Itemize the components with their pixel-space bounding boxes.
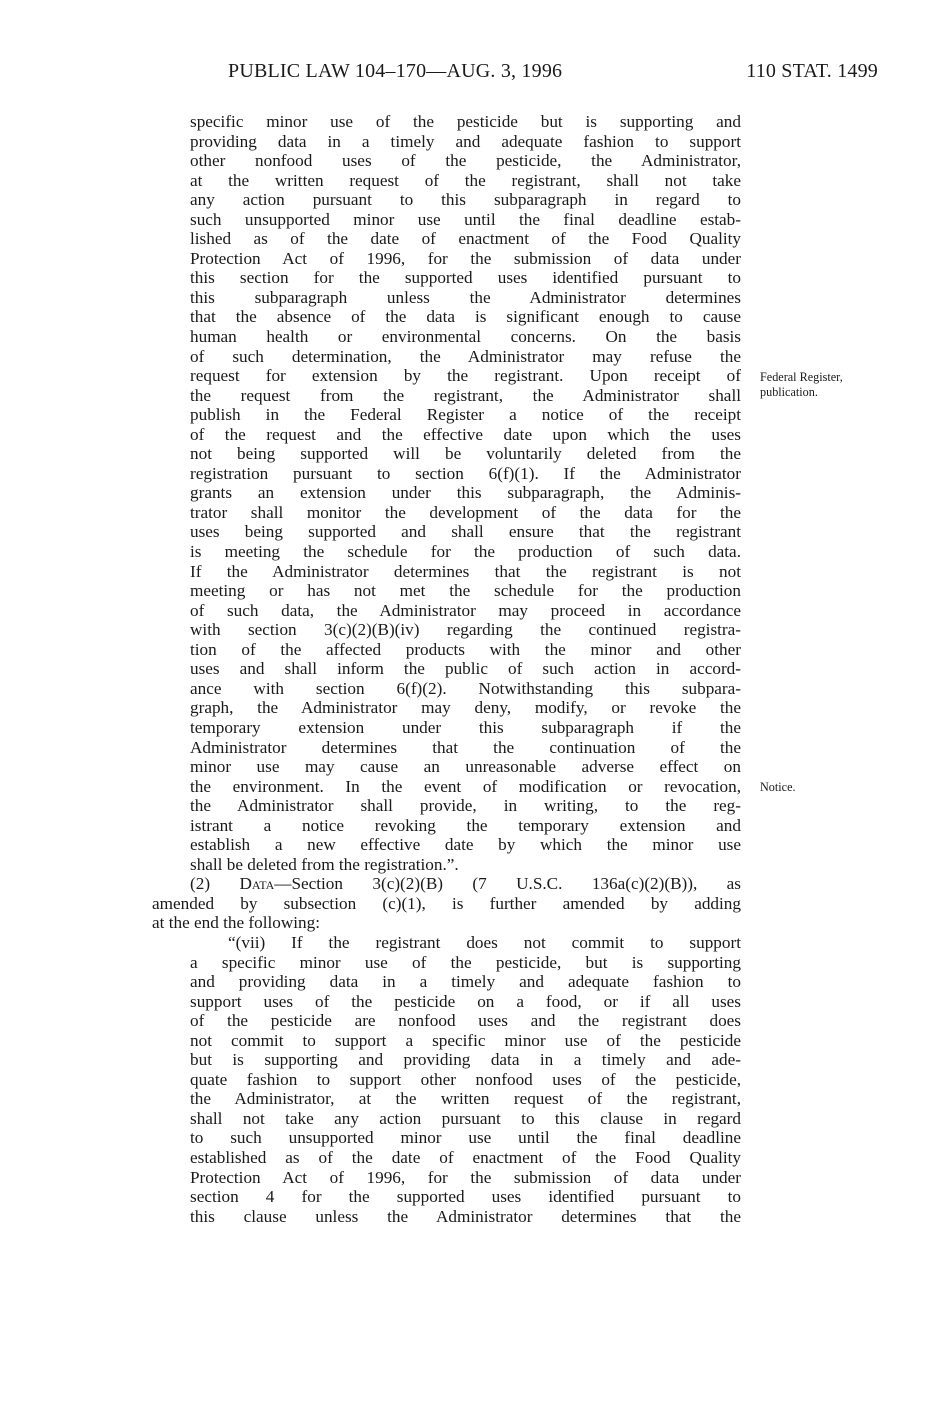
text-line: at the written request of the registrant, shall not take: [190, 170, 741, 190]
statute-text: [152, 112, 741, 1226]
text-line: request for extension by the registrant. Upon receipt of: [190, 366, 741, 386]
text-line: not being supported will be voluntarily deleted from the: [190, 444, 741, 464]
text-line: this clause unless the Administrator determines that the: [190, 1206, 741, 1226]
text-line: establish a new effective date by which the minor use: [190, 835, 741, 855]
text-line: minor use may cause an unreasonable adverse effect on: [190, 757, 741, 777]
text-line: trator shall monitor the development of the data for the: [190, 502, 741, 522]
text-line: shall be deleted from the registration.”.: [190, 854, 459, 874]
text-line: to such unsupported minor use until the final deadline: [190, 1128, 741, 1148]
text-line: of such determination, the Administrator may refuse the: [190, 346, 741, 366]
text-line: temporary extension under this subparagraph if the: [190, 717, 741, 737]
margin-note-notice: Notice.: [760, 780, 796, 794]
text-line: human health or environmental concerns. On the basis: [190, 327, 741, 347]
section-2-heading-line: [190, 874, 741, 894]
statute-page-number: 110 STAT. 1499: [746, 60, 878, 82]
text-line: Protection Act of 1996, for the submission of data under: [190, 1167, 741, 1187]
text-line: If the Administrator determines that the registrant is not: [190, 561, 741, 581]
text-line: and providing data in a timely and adequate fashion to: [190, 972, 741, 992]
text-line: providing data in a timely and adequate fashion to support: [190, 131, 741, 151]
text-line: is meeting the schedule for the production of such data.: [190, 542, 741, 562]
text-line: the Administrator shall provide, in writing, to the reg-: [190, 796, 741, 816]
paragraph-heading: Data: [239, 874, 275, 894]
text-line: of such data, the Administrator may proceed in accordance: [190, 600, 741, 620]
text-line: graph, the Administrator may deny, modify, or revoke the: [190, 698, 741, 718]
text-line: Administrator determines that the continuation of the: [190, 737, 741, 757]
text-line: but is supporting and providing data in a timely and ade-: [190, 1050, 741, 1070]
text-line: uses and shall inform the public of such action in accord-: [190, 659, 741, 679]
text-line: grants an extension under this subparagraph, the Adminis-: [190, 483, 741, 503]
text-line: Protection Act of 1996, for the submission of data under: [190, 248, 741, 268]
text-line: this section for the supported uses identified pursuant to: [190, 268, 741, 288]
clause-first-line: “(vii) If the registrant does not commit to support: [228, 932, 741, 952]
paragraph-text: —Section 3(c)(2)(B) (7 U.S.C. 136a(c)(2)(B)), as: [274, 874, 741, 894]
text-line: the Administrator, at the written request of the registrant,: [190, 1089, 741, 1109]
text-line: this subparagraph unless the Administrator determines: [190, 287, 741, 307]
text-line: publish in the Federal Register a notice of the receipt: [190, 405, 741, 425]
text-line: specific minor use of the pesticide but is supporting and: [190, 112, 741, 131]
text-line: not commit to support a specific minor use of the pesticide: [190, 1030, 741, 1050]
public-law-citation: PUBLIC LAW 104–170—AUG. 3, 1996: [228, 60, 563, 82]
text-line: amended by subsection (c)(1), is further amended by adding: [152, 893, 741, 913]
text-line: the request from the registrant, the Administrator shall: [190, 385, 741, 405]
text-line: meeting or has not met the schedule for the production: [190, 581, 741, 601]
text-line: of the pesticide are nonfood uses and the registrant does: [190, 1011, 741, 1031]
text-line: of the request and the effective date upon which the uses: [190, 424, 741, 444]
text-line: with section 3(c)(2)(B)(iv) regarding the continued registra-: [190, 620, 741, 640]
text-line: uses being supported and shall ensure that the registrant: [190, 522, 741, 542]
paragraph-number: (2): [190, 874, 211, 894]
text-line: istrant a notice revoking the temporary extension and: [190, 815, 741, 835]
text-line: established as of the date of enactment of the Food Quality: [190, 1147, 741, 1167]
margin-note-line: Federal Register,: [760, 370, 843, 384]
text-line: the environment. In the event of modification or revocation,: [190, 776, 741, 796]
text-line: lished as of the date of enactment of the Food Quality: [190, 229, 741, 249]
text-line: that the absence of the data is significant enough to cause: [190, 307, 741, 327]
text-line: other nonfood uses of the pesticide, the Administrator,: [190, 151, 741, 171]
text-line: at the end the following:: [152, 913, 321, 933]
text-line: a specific minor use of the pesticide, but is supporting: [190, 952, 741, 972]
text-line: quate fashion to support other nonfood uses of the pesticide,: [190, 1069, 741, 1089]
text-line: section 4 for the supported uses identified pursuant to: [190, 1187, 741, 1207]
text-line: tion of the affected products with the minor and other: [190, 639, 741, 659]
text-line: shall not take any action pursuant to this clause in regard: [190, 1108, 741, 1128]
text-line: ance with section 6(f)(2). Notwithstanding this subpara-: [190, 678, 741, 698]
text-line: support uses of the pesticide on a food, or if all uses: [190, 991, 741, 1011]
running-header: [228, 60, 878, 86]
text-line: registration pursuant to section 6(f)(1). If the Administrator: [190, 463, 741, 483]
text-line: such unsupported minor use until the final deadline estab-: [190, 209, 741, 229]
margin-note-federal-register: [760, 370, 843, 400]
text-line: any action pursuant to this subparagraph in regard to: [190, 190, 741, 210]
margin-note-line: publication.: [760, 385, 818, 399]
